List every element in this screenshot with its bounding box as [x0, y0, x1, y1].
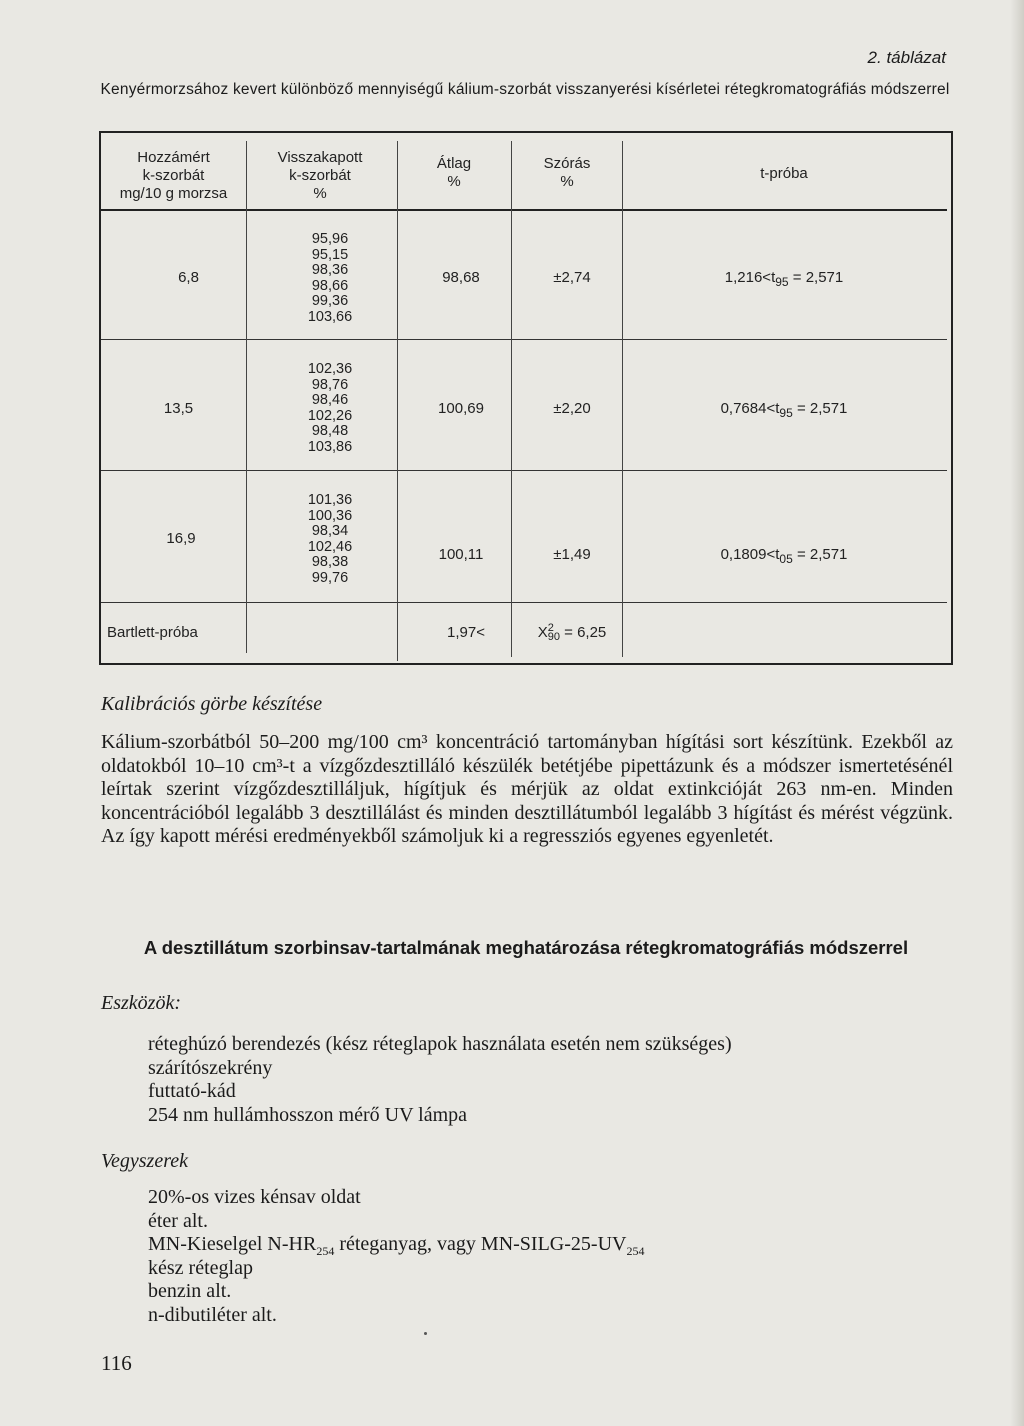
row3-value: 101,36 [307, 492, 353, 508]
row1-value: 95,96 [311, 231, 349, 247]
page-edge-shadow [1010, 0, 1024, 1426]
row1-value: 98,66 [311, 277, 349, 294]
recovery-table [99, 131, 953, 665]
header-sd-line2: % [560, 173, 574, 190]
list-item: benzin alt. [148, 1280, 232, 1302]
row2-value: 102,36 [307, 361, 353, 377]
header-mean-line1: Átlag [436, 155, 472, 172]
chi-sup: 2 [547, 622, 554, 635]
header-recovered [247, 149, 393, 203]
row1-value: 99,36 [311, 293, 349, 309]
header-mean-line2: % [447, 173, 461, 190]
row2-recovered [247, 362, 413, 455]
header-t-test: t-próba [760, 165, 808, 182]
section-title: A desztillátum szorbinsav-tartalmának meghatározása rétegkromatográfiás módszerrel [143, 937, 909, 958]
row1-t-crit: = 2,571 [792, 269, 844, 286]
row3-t-sym: t [775, 546, 780, 563]
list-item: szárítószekrény [148, 1056, 273, 1079]
print-speck [424, 1332, 427, 1335]
row1-t-rel: < [762, 269, 772, 286]
row1-added: 6,8 [178, 269, 199, 286]
row3-mean: 100,11 [438, 546, 484, 563]
row3-t-crit: = 2,571 [796, 546, 848, 563]
list-item: 20%-os vizes kénsav oldat [148, 1186, 361, 1208]
reagents-heading: Vegyszerek [101, 1150, 188, 1172]
header-sd-line1: Szórás [543, 155, 591, 172]
header-added-line2: k-szorbát [142, 167, 205, 184]
row2-value: 98,48 [311, 423, 349, 439]
row2-t-crit: = 2,571 [796, 400, 848, 417]
col-rule-4 [622, 141, 623, 657]
row2-value: 98,46 [311, 392, 349, 408]
header-added-line3: mg/10 g morzsa [119, 185, 228, 202]
header-added-line1: Hozzámért [137, 149, 210, 166]
reagents-list [148, 1186, 644, 1327]
row3-value: 98,38 [311, 554, 349, 570]
header-rule [101, 209, 947, 211]
header-recovered-line3: % [313, 185, 327, 202]
row1-value: 95,15 [311, 246, 349, 263]
list-item: 254 nm hullámhosszon mérő UV lámpa [148, 1103, 468, 1126]
calibration-paragraph: Kálium-szorbátból 50–200 mg/100 cm³ koncentráció tartományban hígítási sort készítünk. Ezekből az oldatokból 10–10 cm³-t a vízgőzdesztilláló készülék betétjébe pipettázunk és a módszer ismertetésénél leírtak szerint vízgőzdesztilláljuk, hígítjuk és mérjük az oldat extinkcióját 263 nm-en. Minden koncentrációból legalább 3 desztillálást és minden desztillátumból legalább 3 hígítást és mérést végzünk. Az így kapott mérési eredményekből számoljuk ki a regressziós egyenes egyenletét. [101, 731, 953, 847]
row-rule-3 [101, 602, 947, 603]
row1-mean: 98,68 [442, 269, 480, 286]
row1-value: 98,36 [311, 262, 349, 278]
row1-t-value: 1,216 [724, 269, 763, 286]
calibration-heading: Kalibrációs görbe készítése [101, 693, 323, 715]
row2-value: 102,26 [307, 407, 353, 424]
row2-t-value: 0,7684 [720, 400, 767, 417]
list-item: n-dibutiléter alt. [148, 1303, 277, 1326]
row1-recovered [247, 232, 413, 325]
chi-value: = 6,25 [564, 624, 607, 641]
reagent-sub: 254 [626, 1244, 645, 1258]
row3-sd: ±1,49 [553, 546, 591, 563]
bartlett-chi [512, 624, 632, 642]
reagent-name: MN-Kieselgel N-HR [148, 1233, 317, 1255]
col-rule-3 [511, 141, 512, 657]
reagent-sub: 254 [316, 1244, 335, 1258]
row3-value: 99,76 [311, 569, 349, 586]
row2-t-sub: 95 [779, 406, 793, 420]
list-item [148, 1233, 644, 1257]
row2-value: 103,86 [307, 438, 353, 455]
row1-value: 103,66 [307, 308, 353, 325]
row3-t-rel: < [766, 546, 776, 563]
table-caption: Kenyérmorzsához kevert különböző mennyiségű kálium-szorbát visszanyerési kísérletei rétegkromatográfiás módszerrel [100, 81, 950, 98]
row3-t-value: 0,1809 [720, 546, 767, 563]
bartlett-value: 1,97< [447, 624, 485, 641]
row1-t-sub: 95 [775, 275, 789, 289]
header-recovered-line1: Visszakapott [277, 149, 363, 166]
list-item: éter alt. [148, 1209, 208, 1232]
row2-sd: ±2,20 [553, 400, 591, 417]
header-mean [398, 155, 510, 191]
list-item: kész réteglap [148, 1256, 253, 1279]
row3-t-sub: 05 [779, 552, 793, 566]
list-item: futtató-kád [148, 1080, 236, 1102]
row1-sd: ±2,74 [553, 269, 591, 286]
chi-symbol: X [537, 624, 548, 641]
tools-heading: Eszközök: [101, 992, 181, 1014]
page-number: 116 [101, 1351, 132, 1375]
tools-list [148, 1033, 732, 1127]
row2-added: 13,5 [163, 400, 194, 417]
row1-t-test [623, 269, 945, 289]
row2-mean: 100,69 [438, 400, 484, 417]
header-recovered-line2: k-szorbát [289, 167, 351, 184]
row3-value: 98,34 [311, 523, 349, 539]
row1-t-sym: t [771, 269, 776, 286]
list-item: réteghúzó berendezés (kész réteglapok használata esetén nem szükséges) [148, 1033, 732, 1055]
row3-value: 100,36 [307, 507, 353, 524]
row2-t-test [623, 400, 945, 420]
chi-sub: 90 [547, 631, 560, 644]
row3-added: 16,9 [166, 530, 196, 547]
header-sd [512, 155, 622, 191]
row2-value: 98,76 [311, 376, 349, 393]
row3-value: 102,46 [307, 538, 353, 555]
header-added [101, 149, 246, 203]
table-number: 2. táblázat [867, 48, 946, 67]
bartlett-label: Bartlett-próba [107, 624, 198, 641]
row-rule-1 [101, 339, 947, 340]
row2-t-rel: < [766, 400, 776, 417]
row3-recovered [247, 493, 413, 586]
row3-t-test [623, 546, 945, 566]
reagent-name: réteganyag, vagy MN-SILG-25-UV [334, 1233, 627, 1255]
row-rule-2 [101, 470, 947, 471]
row2-t-sym: t [775, 400, 780, 417]
